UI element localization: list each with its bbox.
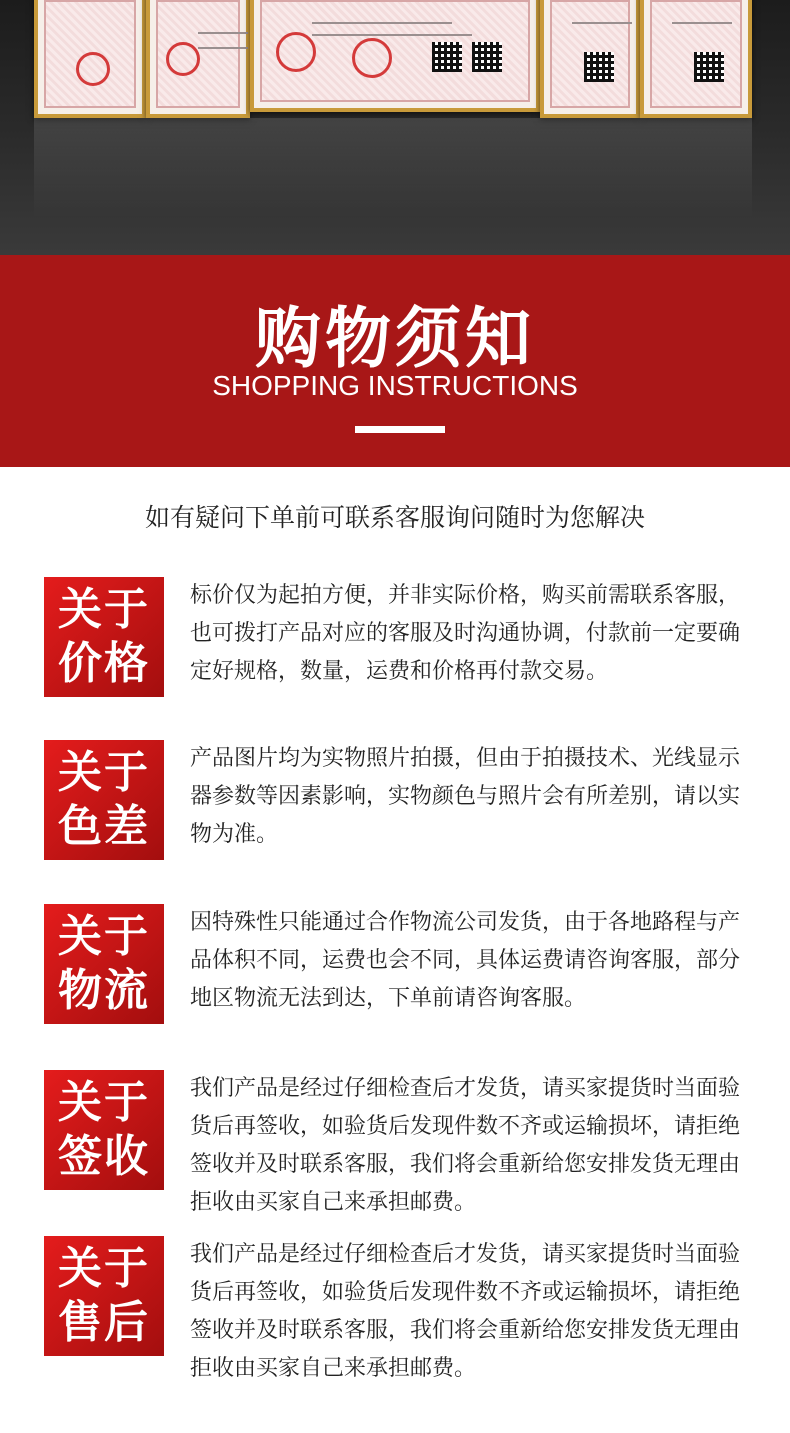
certificate-banner: [0, 0, 790, 255]
section-logistics: [44, 904, 764, 1024]
section-price: [44, 577, 764, 697]
divider: [355, 426, 445, 433]
section-text: 标价仅为起拍方便，并非实际价格，购买前需联系客服，也可拨打产品对应的客服及时沟通协调，付款前一定要确定好规格，数量，运费和价格再付款交易。: [190, 583, 741, 684]
section-tag: 关于 色差: [44, 740, 164, 860]
section-color: [44, 740, 764, 860]
section-tag: 关于 物流: [44, 904, 164, 1024]
certificate-image: [640, 0, 752, 118]
contact-note: 如有疑问下单前可联系客服询问随时为您解决: [144, 503, 645, 532]
section-tag: 关于 售后: [44, 1236, 164, 1356]
section-receipt: [44, 1070, 764, 1215]
header-band: [0, 255, 790, 467]
section-tag: 关于 签收: [44, 1070, 164, 1190]
section-text: 我们产品是经过仔细检查后才发货，请买家提货时当面验货后再签收，如验货后发现件数不齐或运输损坏，请拒绝签收并及时联系客服，我们将会重新给您安排发货无理由拒收由买家自己来承担邮费。: [190, 1076, 741, 1215]
certificate-image: [146, 0, 250, 118]
page-subtitle-en: SHOPPING INSTRUCTIONS: [212, 370, 578, 401]
section-text: 我们产品是经过仔细检查后才发货，请买家提货时当面验货后再签收，如验货后发现件数不齐或运输损坏，请拒绝签收并及时联系客服，我们将会重新给您安排发货无理由拒收由买家自己来承担邮费。: [190, 1242, 741, 1381]
certificate-image: [34, 0, 146, 118]
certificate-image: [250, 0, 540, 112]
page-title: 购物须知: [255, 300, 535, 377]
section-text: 因特殊性只能通过合作物流公司发货，由于各地路程与产品体积不同，运费也会不同，具体运费请咨询客服，部分地区物流无法到达，下单前请咨询客服。: [190, 910, 741, 1011]
certificate-image: [540, 0, 640, 118]
section-text: 产品图片均为实物照片拍摄，但由于拍摄技术、光线显示器参数等因素影响，实物颜色与照片会有所差别，请以实物为准。: [190, 746, 741, 847]
section-aftersales: [44, 1236, 764, 1381]
section-tag: 关于 价格: [44, 577, 164, 697]
